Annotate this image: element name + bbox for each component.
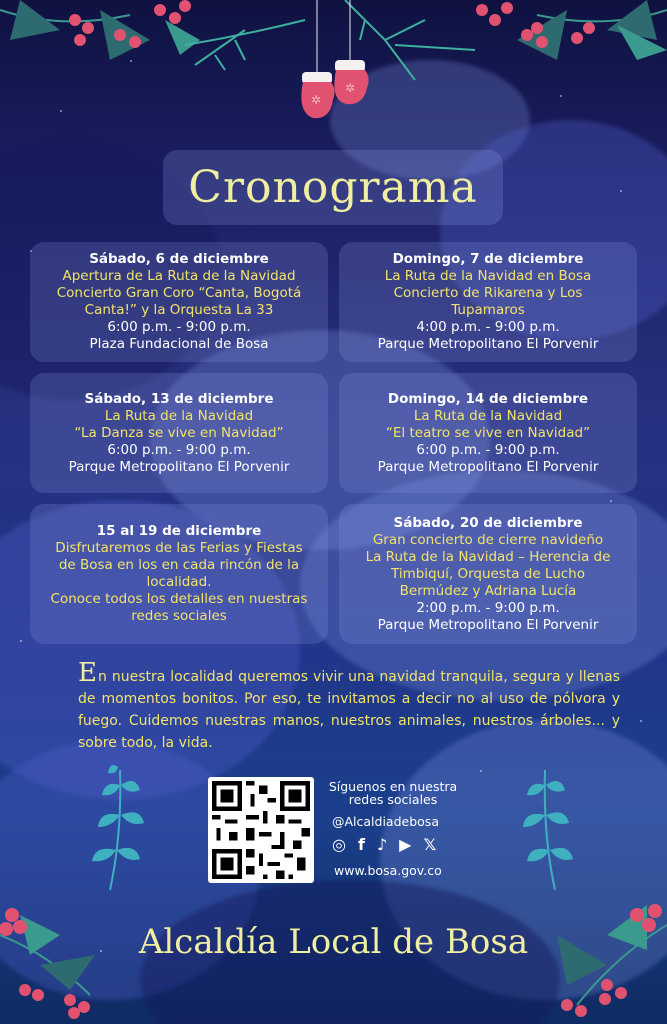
event-date: 15 al 19 de diciembre <box>96 523 262 539</box>
star <box>20 640 22 642</box>
event-date: Domingo, 7 de diciembre <box>392 251 584 267</box>
event-detail: Apertura de La Ruta de la Navidad <box>62 268 296 284</box>
title-box <box>163 150 503 225</box>
event-venue: Parque Metropolitano El Porvenir <box>377 616 599 633</box>
event-detail: Bermúdez y Adriana Lucía <box>399 582 577 599</box>
event-time: 4:00 p.m. - 9:00 p.m. <box>416 319 560 335</box>
event-detail: “La Danza se vive en Navidad” <box>74 424 284 441</box>
event-card <box>30 242 328 362</box>
event-detail: La Ruta de la Navidad <box>104 407 254 424</box>
star <box>480 770 482 772</box>
event-detail: Concierto de Rikarena y Los <box>393 285 583 301</box>
event-detail: redes sociales <box>131 608 227 624</box>
event-detail: La Ruta de la Navidad en Bosa <box>384 268 592 284</box>
event-detail: Timbiquí, Orquesta de Lucho <box>390 565 586 582</box>
hanging-mittens <box>185 0 485 125</box>
event-card <box>339 242 637 362</box>
svg-text:✲: ✲ <box>345 81 356 95</box>
event-card <box>339 504 637 644</box>
event-detail: Tupamaros <box>451 302 525 318</box>
facebook-icon[interactable]: f <box>357 835 365 854</box>
event-detail: Disfrutaremos de las Ferias y Fiestas <box>55 540 303 556</box>
event-detail: La Ruta de la Navidad – Herencia de <box>365 548 611 565</box>
event-date: Domingo, 14 de diciembre <box>387 390 589 407</box>
event-detail: La Ruta de la Navidad <box>413 407 563 424</box>
instagram-icon[interactable]: ◎ <box>332 835 346 854</box>
follow-line: redes sociales <box>348 792 438 807</box>
event-time: 6:00 p.m. - 9:00 p.m. <box>107 441 251 458</box>
footer-title: Alcaldía Local de Bosa <box>138 922 529 962</box>
event-detail: “El teatro se vive en Navidad” <box>385 424 591 441</box>
event-time: 6:00 p.m. - 9:00 p.m. <box>416 441 560 458</box>
star <box>60 110 62 112</box>
follow-text <box>318 780 468 806</box>
leaf-sprig-left <box>80 765 160 895</box>
website-link[interactable]: www.bosa.gov.co <box>334 863 442 878</box>
event-time: 6:00 p.m. - 9:00 p.m. <box>107 319 251 335</box>
event-detail: Gran concierto de cierre navideño <box>372 531 604 548</box>
svg-text:✲: ✲ <box>311 93 322 107</box>
qr-code[interactable] <box>208 777 314 883</box>
event-date: Sábado, 20 de diciembre <box>393 514 583 531</box>
event-detail: de Bosa en los en cada rincón de la <box>58 557 300 573</box>
message-dropcap: E <box>78 658 97 688</box>
event-card <box>339 373 637 493</box>
event-detail: Concierto Gran Coro “Canta, Bogotá <box>56 285 302 301</box>
holly-branch-top-right <box>467 0 667 70</box>
follow-line: Síguenos en nuestra <box>328 779 458 794</box>
event-time: 2:00 p.m. - 9:00 p.m. <box>416 599 560 616</box>
star <box>610 500 612 502</box>
youtube-icon[interactable]: ▶ <box>399 835 412 854</box>
event-date: Sábado, 13 de diciembre <box>84 390 274 407</box>
star <box>620 190 622 192</box>
leaf-sprig-right <box>505 765 585 895</box>
message-text: n nuestra localidad queremos vivir una navidad tranquila, segura y llenas de momentos bonitos. Por eso, te invitamos a decir no al uso de pólvora y fuego. Cuidemos nuestras manos, nuestros animales, nuestros árboles... y sobre todo, la vida. <box>78 669 620 751</box>
event-detail: Conoce todos los detalles en nuestras <box>50 591 308 607</box>
page-title: Cronograma <box>188 162 478 213</box>
tiktok-icon[interactable]: ♪ <box>376 835 388 854</box>
event-venue: Parque Metropolitano El Porvenir <box>377 336 599 352</box>
social-icons <box>332 836 436 854</box>
message-paragraph <box>78 658 620 754</box>
x-icon[interactable]: 𝕏 <box>423 835 437 854</box>
qr-code-graphic <box>208 777 314 883</box>
event-date: Sábado, 6 de diciembre <box>89 251 269 267</box>
event-card <box>30 373 328 493</box>
social-handle[interactable]: @Alcaldiadebosa <box>332 814 439 829</box>
event-card <box>30 504 328 644</box>
event-detail: localidad. <box>146 574 212 590</box>
holly-branch-top-left <box>0 0 200 70</box>
event-detail: Canta!” y la Orquesta La 33 <box>84 302 274 318</box>
event-venue: Parque Metropolitano El Porvenir <box>377 458 599 475</box>
event-venue: Plaza Fundacional de Bosa <box>89 336 269 352</box>
event-venue: Parque Metropolitano El Porvenir <box>68 458 290 475</box>
star <box>560 95 562 97</box>
star <box>640 720 642 722</box>
